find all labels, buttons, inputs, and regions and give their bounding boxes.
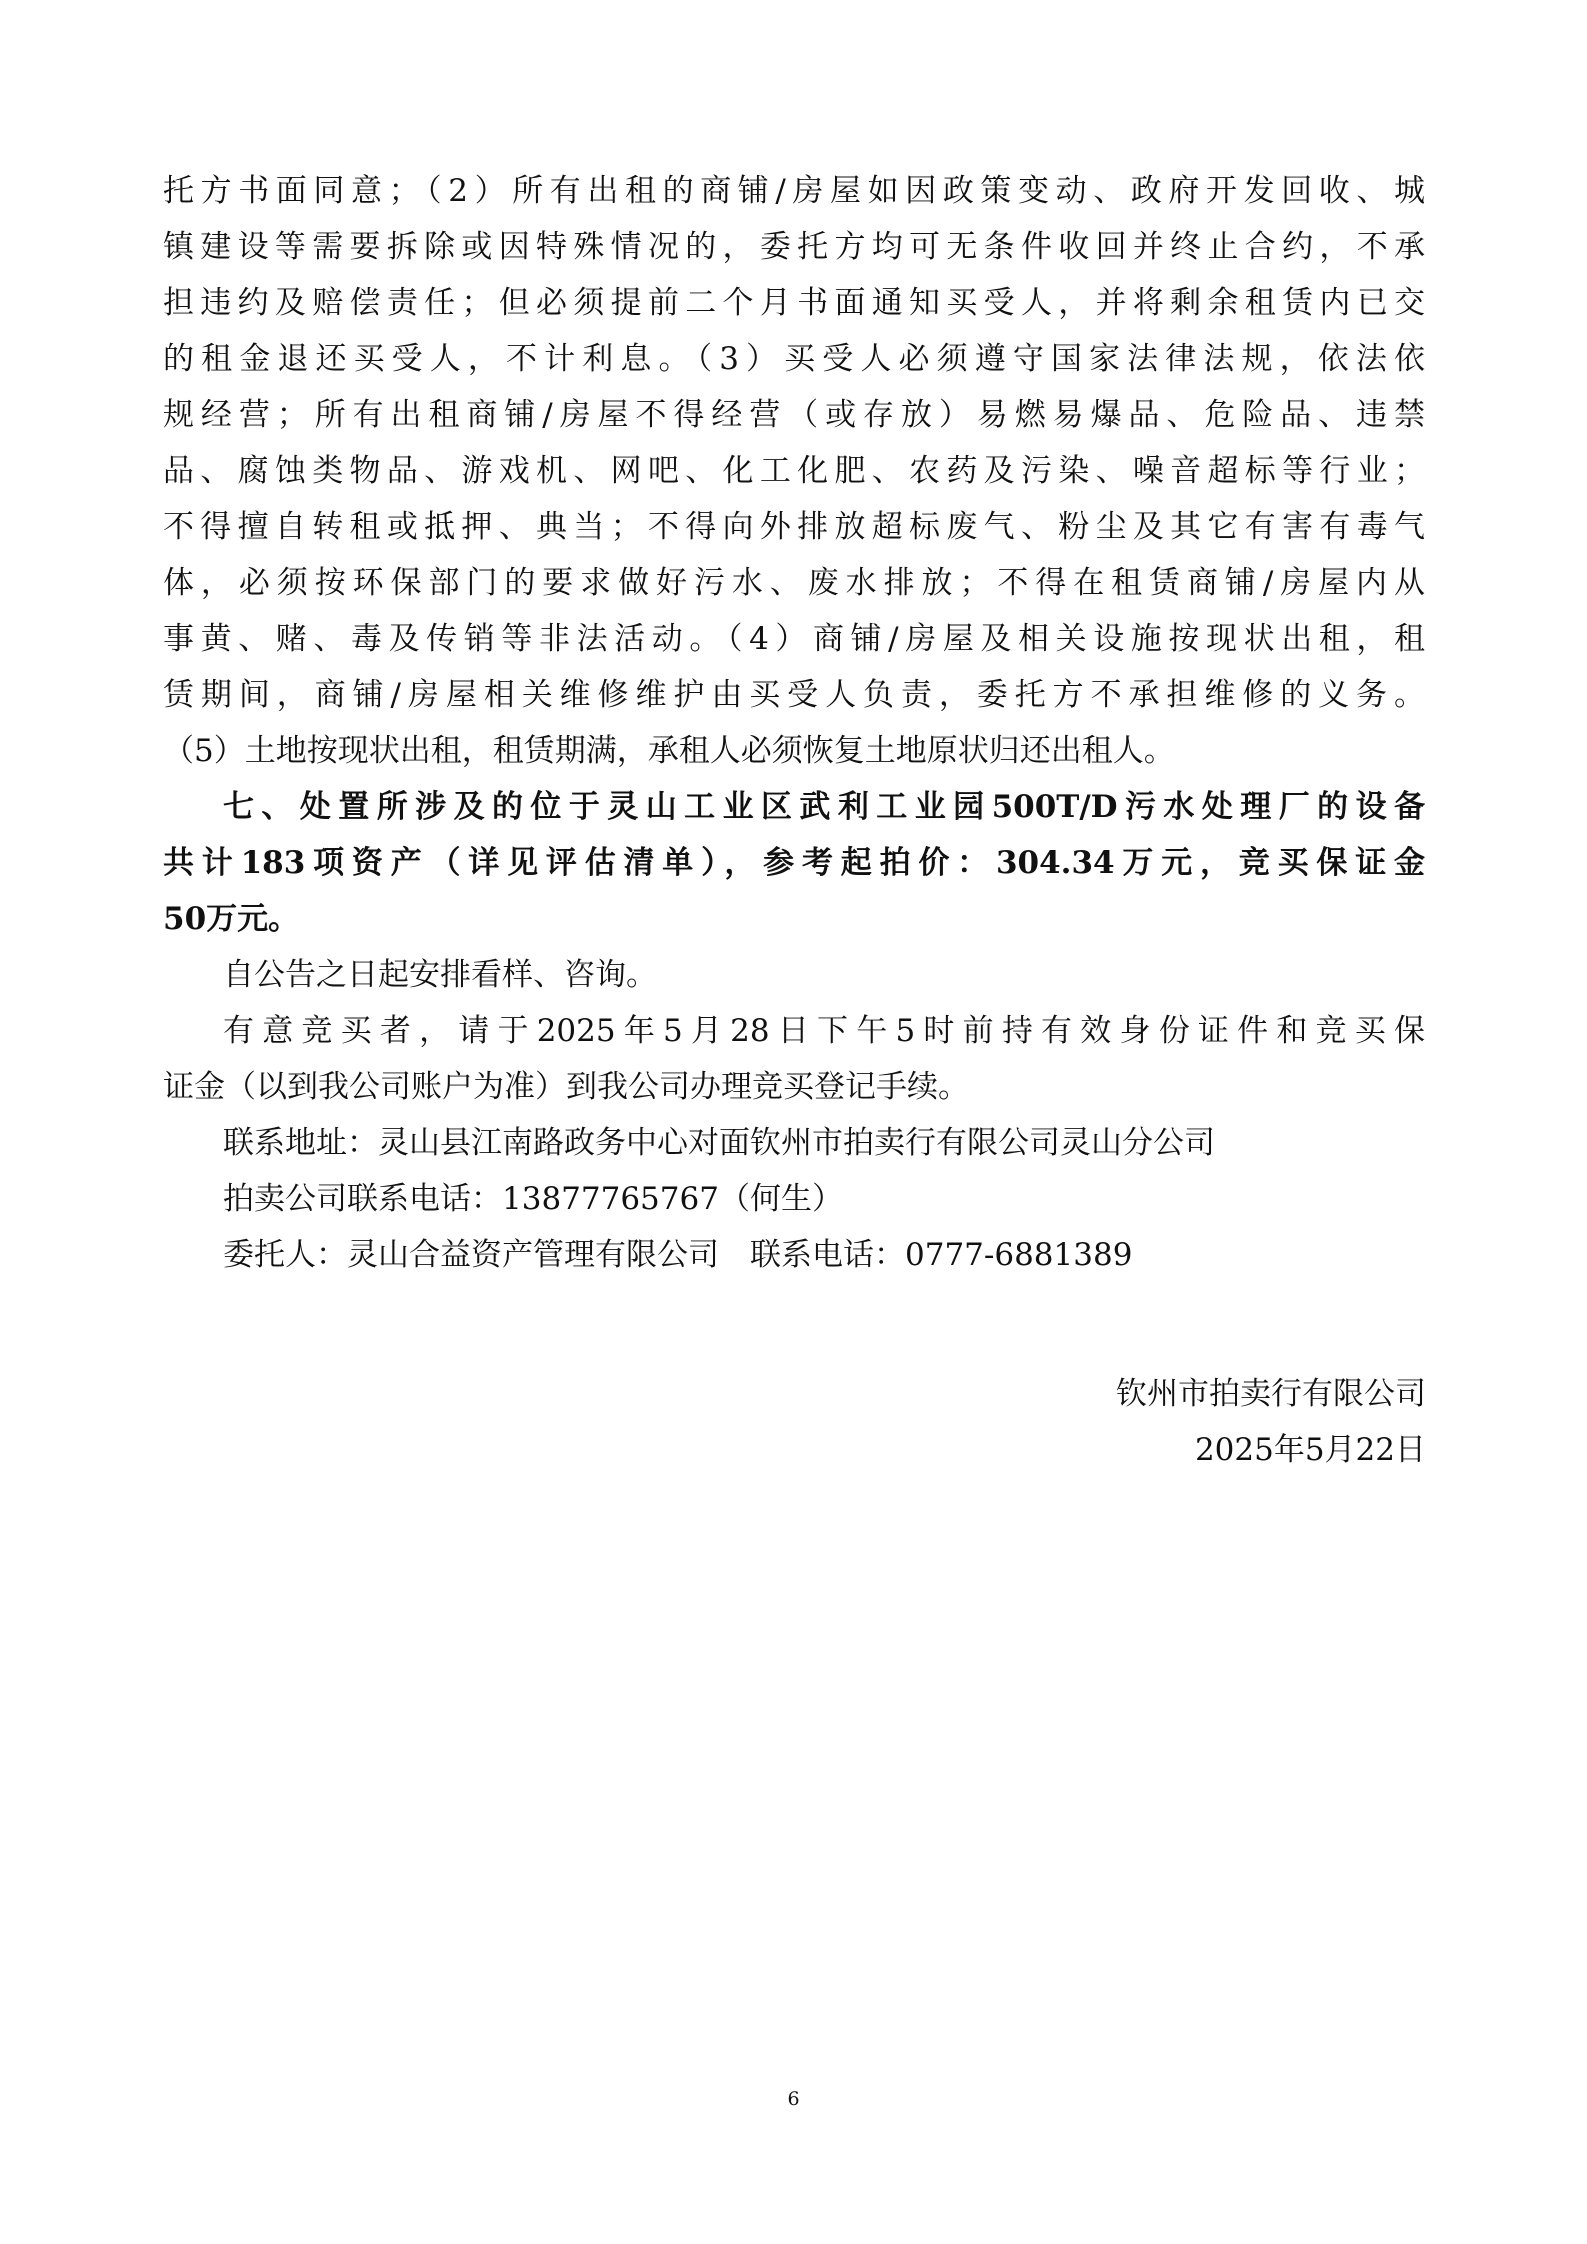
body-line-1: 托方书面同意；（2）所有出租的商铺/房屋如因政策变动、政府开发回收、城 — [163, 173, 1425, 209]
body-line-7: 不得擅自转租或抵押、典当；不得向外排放超标废气、粉尘及其它有害有毒气 — [163, 509, 1425, 545]
item7-line-1: 七、处置所涉及的位于灵山工业区武利工业园500T/D污水处理厂的设备 — [223, 789, 1425, 825]
body-line-9: 事黄、赌、毒及传销等非法活动。（4）商铺/房屋及相关设施按现状出租，租 — [163, 621, 1425, 657]
body-line-8: 体，必须按环保部门的要求做好污水、废水排放；不得在租赁商铺/房屋内从 — [163, 565, 1425, 601]
viewing-notice: 自公告之日起安排看样、咨询。 — [223, 957, 657, 993]
body-line-3: 担违约及赔偿责任；但必须提前二个月书面通知买受人，并将剩余租赁内已交 — [163, 285, 1425, 321]
signoff-company: 钦州市拍卖行有限公司 — [1116, 1376, 1426, 1412]
body-line-10: 赁期间，商铺/房屋相关维修维护由买受人负责，委托方不承担维修的义务。 — [163, 677, 1425, 713]
page-number: 6 — [787, 2088, 800, 2110]
item7-line-2: 共计183项资产（详见评估清单），参考起拍价：304.34万元，竞买保证金 — [163, 845, 1425, 881]
body-line-2: 镇建设等需要拆除或因特殊情况的，委托方均可无条件收回并终止合约，不承 — [163, 229, 1425, 265]
body-line-11: （5）土地按现状出租，租赁期满，承租人必须恢复土地原状归还出租人。 — [163, 733, 1175, 769]
registration-line-1: 有意竞买者，请于2025年5月28日下午5时前持有效身份证件和竞买保 — [223, 1013, 1425, 1049]
body-line-5: 规经营；所有出租商铺/房屋不得经营（或存放）易燃易爆品、危险品、违禁 — [163, 397, 1425, 433]
signoff-date: 2025年5月22日 — [1194, 1432, 1426, 1468]
body-line-4: 的租金退还买受人，不计利息。（3）买受人必须遵守国家法律法规，依法依 — [163, 341, 1425, 377]
body-line-6: 品、腐蚀类物品、游戏机、网吧、化工化肥、农药及污染、噪音超标等行业； — [163, 453, 1425, 489]
contact-address: 联系地址：灵山县江南路政务中心对面钦州市拍卖行有限公司灵山分公司 — [223, 1125, 1215, 1161]
consignor-info: 委托人：灵山合益资产管理有限公司 联系电话：0777-6881389 — [223, 1237, 1133, 1273]
auction-phone: 拍卖公司联系电话：13877765767（何生） — [223, 1181, 843, 1217]
item7-line-3: 50万元。 — [163, 901, 300, 937]
registration-line-2: 证金（以到我公司账户为准）到我公司办理竞买登记手续。 — [163, 1069, 969, 1105]
